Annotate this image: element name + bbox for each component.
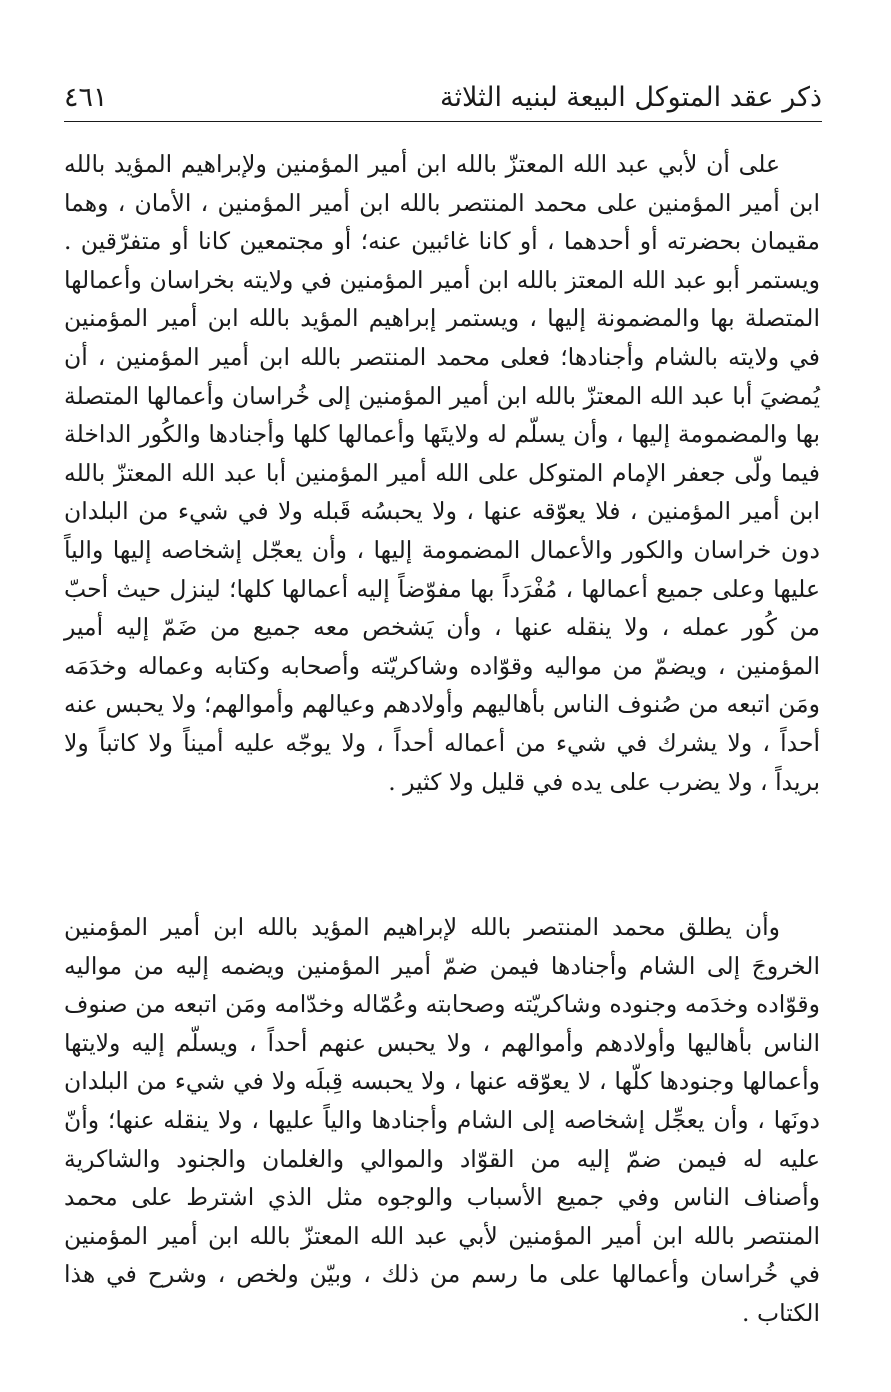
- paragraph-1: على أن لأبي عبد الله المعتزّ بالله ابن أمير المؤمنين ولإبراهيم المؤيد بالله ابن أمير المؤمنين على محمد المنتصر بالله ابن أمير المؤمنين ، الأمان ، وهما مقيمان بحضرته أو أحدهما ، أو كانا غائبين عنه؛ أو مجتمعين كانا أو متفرّقين . ويستمر أبو عبد الله المعتز بالله ابن أمير المؤمنين في ولايته بخراسان وأعمالها المتصلة بها والمضمونة إليها ، ويستمر إبراهيم المؤيد بالله ابن أمير المؤمنين في ولايته بالشام وأجنادها؛ فعلى محمد المنتصر بالله ابن أمير المؤمنين ، أن يُمضيَ أبا عبد الله المعتزّ بالله ابن أمير المؤمنين إلى خُراسان وأعمالها المتصلة بها والمضمومة إليها ، وأن يسلّم له ولايتَها وأعمالها كلها وأجنادها والكُور الداخلة فيما ولّى جعفر الإمام المتوكل على الله أمير المؤمنين أبا عبد الله المعتزّ بالله ابن أمير المؤمنين ، فلا يعوّقه عنها ، ولا يحبسُه قَبله ولا في شيء من البلدان دون خراسان والكور والأعمال المضمومة إليها ، وأن يعجّل إشخاصه إليها والياً عليها وعلى جميع أعمالها ، مُفْرَداً بها مفوّضاً إليه أعمالها كلها؛ لينزل حيث أحبّ من كُور عمله ، ولا ينقله عنها ، وأن يَشخص معه جميع من ضَمّ إليه أمير المؤمنين ، ويضمّ من مواليه وقوّاده وشاكريّته وأصحابه وكتابه وعماله وخدَمَه ومَن اتبعه من صُنوف الناس بأهاليهم وأولادهم وعيالهم وأموالهم؛ ولا يحبس عنه أحداً ، ولا يشرك في شيء من أعماله أحداً ، ولا يوجّه عليه أميناً ولا كاتباً ولا بريداً ، ولا يضرب على يده في قليل ولا كثير .: [64, 150, 820, 796]
- page-number: ٤٦١: [64, 82, 108, 113]
- paragraph-2: وأن يطلق محمد المنتصر بالله لإبراهيم المؤيد بالله ابن أمير المؤمنين الخروجَ إلى الشام وأجنادها فيمن ضمّ أمير المؤمنين ويضمه إليه من مواليه وقوّاده وخدَمه وجنوده وشاكريّته وصحابته وعُمّاله وخدّامه ومَن اتبعه من صنوف الناس بأهاليها وأولادهم وأموالهم ، ولا يحبس عنهم أحداً ، ويسلّم إليه ولايتها وأعمالها وجنودها كلّها ، لا يعوّقه عنها ، ولا يحبسه قِبلَه ولا في شيء من البلدان دونَها ، وأن يعجِّل إشخاصه إلى الشام وأجنادها والياً عليها ، ولا ينقله عنها؛ وأنّ عليه له فيمن ضمّ إليه من القوّاد والموالي والغلمان والجنود والشاكرية وأصناف الناس وفي جميع الأسباب والوجوه مثل الذي اشترط على محمد المنتصر بالله ابن أمير المؤمنين لأبي عبد الله المعتزّ بالله ابن أمير المؤمنين في خُراسان وأعمالها على ما رسم من ذلك ، وبيّن ولخص ، وشرح في هذا الكتاب .: [64, 913, 820, 1327]
- header-divider: [64, 121, 822, 122]
- page-header: [64, 70, 822, 118]
- running-title: ذكر عقد المتوكل البيعة لبنيه الثلاثة: [439, 82, 822, 113]
